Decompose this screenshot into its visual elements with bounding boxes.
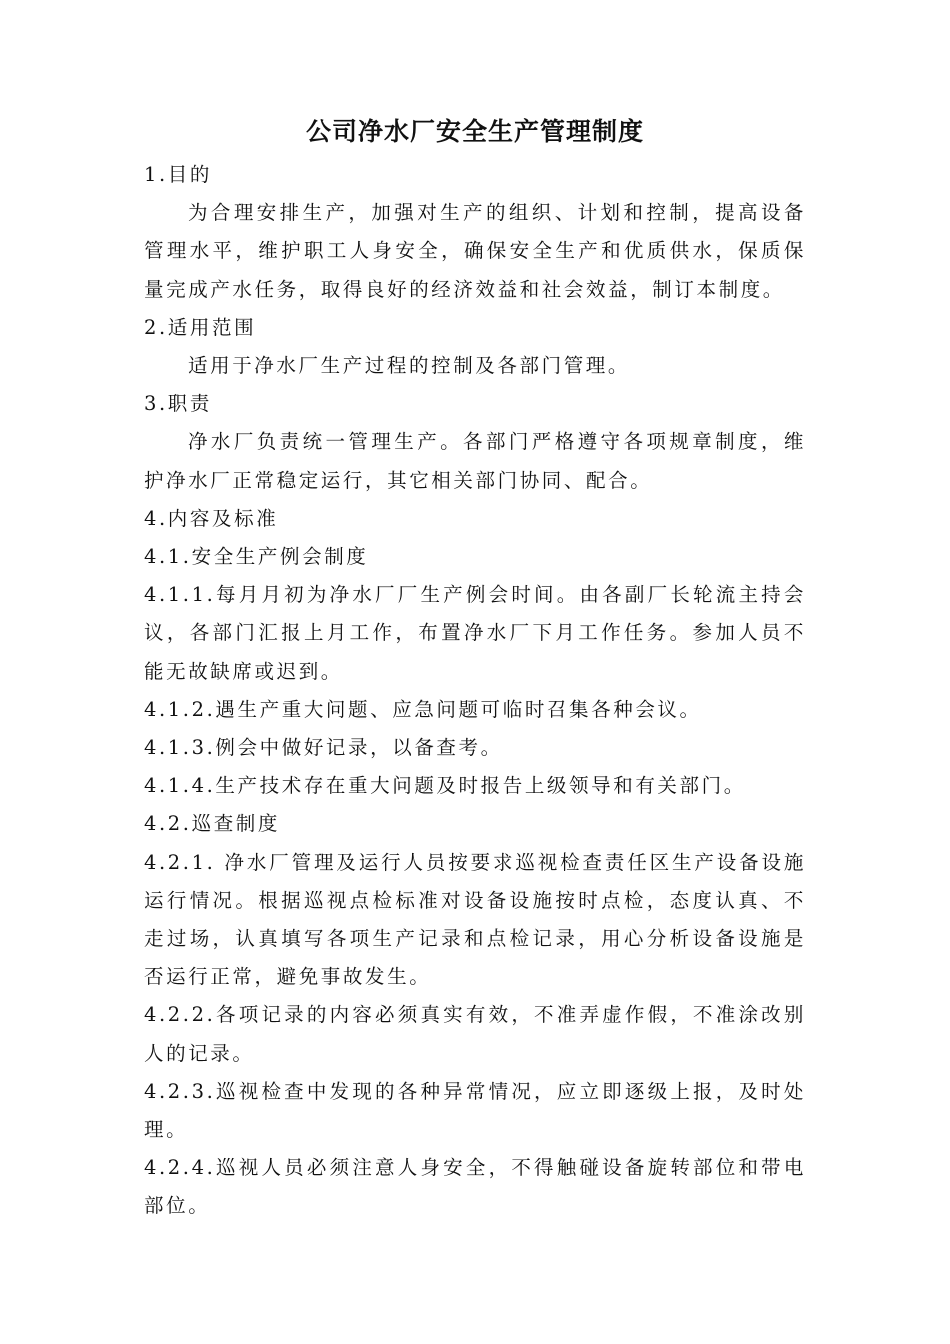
clause-4-1-4: 4.1.4.生产技术存在重大问题及时报告上级领导和有关部门。 bbox=[144, 774, 746, 798]
section-heading-1: 1.目的 bbox=[144, 163, 213, 186]
subsection-heading-4-2: 4.2.巡查制度 bbox=[144, 812, 281, 836]
paragraph-scope: 适用于净水厂生产过程的控制及各部门管理。 bbox=[188, 354, 631, 378]
paragraph-responsibility: 净水厂负责统一管理生产。各部门严格遵守各项规章制度，维护净水厂正常稳定运行，其它相关部门协同、配合。 bbox=[144, 430, 806, 492]
document-title: 公司净水厂安全生产管理制度 bbox=[305, 117, 644, 146]
subsection-heading-4-1: 4.1.安全生产例会制度 bbox=[144, 545, 369, 569]
section-heading-4: 4.内容及标准 bbox=[144, 506, 279, 530]
clause-4-1-2: 4.1.2.遇生产重大问题、应急问题可临时召集各种会议。 bbox=[144, 697, 702, 721]
section-heading-2: 2.适用范围 bbox=[144, 315, 257, 339]
clause-4-2-2: 4.2.2.各项记录的内容必须真实有效，不准弄虚作假，不准涂改别人的记录。 bbox=[144, 1003, 806, 1065]
document-body bbox=[144, 156, 806, 1226]
clause-4-2-1: 4.2.1. 净水厂管理及运行人员按要求巡视检查责任区生产设备设施运行情况。根据巡视点检标准对设备设施按时点检，态度认真、不走过场，认真填写各项生产记录和点检记录，用心分析设备设施是否运行正常，避免事故发生。 bbox=[144, 850, 806, 989]
clause-4-1-1: 4.1.1.每月月初为净水厂厂生产例会时间。由各副厂长轮流主持会议，各部门汇报上月工作，布置净水厂下月工作任务。参加人员不能无故缺席或迟到。 bbox=[144, 583, 806, 683]
paragraph-purpose: 为合理安排生产，加强对生产的组织、计划和控制，提高设备管理水平，维护职工人身安全，确保安全生产和优质供水，保质保量完成产水任务，取得良好的经济效益和社会效益，制订本制度。 bbox=[144, 201, 806, 301]
clause-4-2-3: 4.2.3.巡视检查中发现的各种异常情况，应立即逐级上报，及时处理。 bbox=[144, 1079, 806, 1142]
clause-4-2-4: 4.2.4.巡视人员必须注意人身安全，不得触碰设备旋转部位和带电部位。 bbox=[144, 1156, 806, 1218]
section-heading-3: 3.职责 bbox=[144, 392, 213, 416]
clause-4-1-3: 4.1.3.例会中做好记录，以备查考。 bbox=[144, 736, 503, 760]
